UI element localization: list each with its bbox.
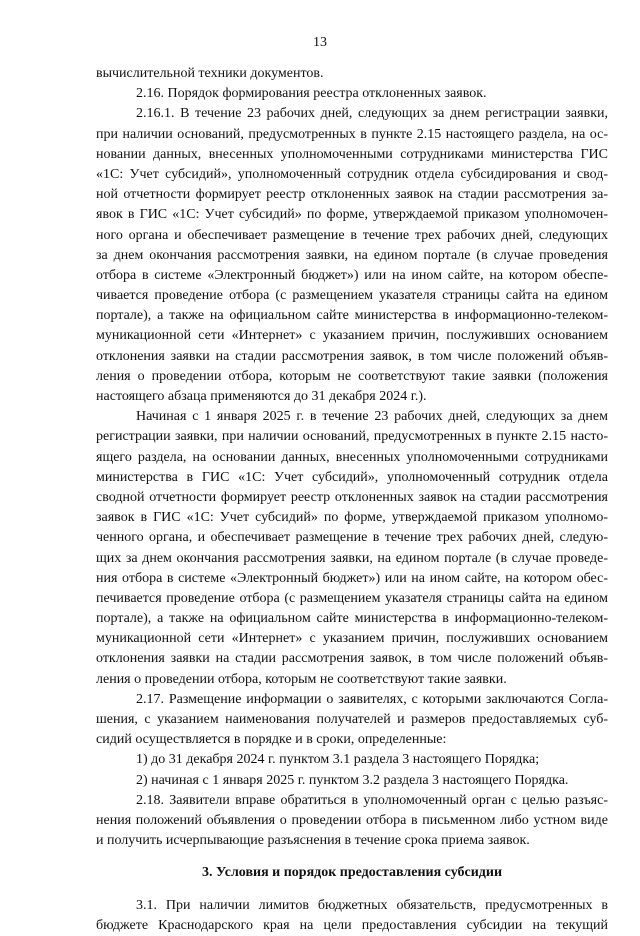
text-line: 2.17. Размещение информации о заявителях, с которыми заключаются Согла-	[136, 691, 608, 707]
text-line: ного органа и обеспечивает размещение в течение трех рабочих дней, следующих	[96, 227, 608, 243]
text-line: заявок в ГИС «1С: Учет субсидий» по форме, утверждаемой приказом уполномо-	[96, 510, 608, 526]
text-line: отбора в системе «Электронный бюджет») или на ином сайте, на котором обеспе-	[96, 267, 608, 283]
text-line: ной отчетности формирует реестр отклоненных заявок на стадии рассмотрения за-	[96, 187, 608, 203]
text-line: портале), а также на официальном сайте министерства в информационно-телеком-	[96, 611, 608, 627]
text-line: отклонения заявки на стадии рассмотрения заявок, в том числе положений объяв-	[96, 651, 608, 667]
text-line: бюджете Краснодарского края на цели предоставления субсидии на текущий	[96, 917, 608, 933]
text-line: 3.1. При наличии лимитов бюджетных обязательств, предусмотренных в	[136, 897, 608, 913]
text-line: муникационной сети «Интернет» с указанием причин, послуживших основанием	[96, 328, 608, 344]
text-line: новании данных, внесенных уполномоченными сотрудниками министерства ГИС	[96, 146, 608, 162]
text-line: ящего раздела, на основании данных, внесенных уполномоченными сотрудниками	[96, 449, 608, 465]
text-line: регистрации заявки, при наличии оснований, предусмотренных в пункте 2.15 насто-	[96, 429, 608, 445]
text-line: за днем окончания рассмотрения заявки, на едином портале (в случае проведения	[96, 247, 608, 263]
text-line: ния отбора в системе «Электронный бюджет») или на ином сайте, на котором обес-	[96, 570, 608, 586]
text-line: и получить исчерпывающие разъяснения в течение срока приема заявок.	[96, 833, 530, 849]
text-line: 2.16. Порядок формирования реестра отклоненных заявок.	[136, 86, 487, 102]
text-line: явок в ГИС «1С: Учет субсидий» по форме, утверждаемой приказом уполномочен-	[96, 207, 608, 223]
text-line: ления о проведении отбора, которым не соответствуют такие заявки.	[96, 671, 507, 687]
text-line: шения, с указанием наименования получателей и размеров предоставляемых суб-	[96, 712, 608, 727]
text-line: ченного органа, и обеспечивает размещение в течение трех рабочих дней, следую-	[96, 530, 608, 546]
text-line: настоящего абзаца применяются до 31 декабря 2024 г.).	[96, 389, 427, 404]
text-line: Начиная с 1 января 2025 г. в течение 23 рабочих дней, следующих за днем	[136, 409, 608, 425]
text-line: министерства в ГИС «1С: Учет субсидий», уполномоченный сотрудник отдела	[96, 469, 608, 485]
text-line: печивается проведение отбора (с размещением указателя страницы сайта на едином	[96, 590, 608, 606]
text-line: чивается проведение отбора (с размещением указателя страницы сайта на едином	[96, 288, 608, 304]
text-line: 2.18. Заявители вправе обратиться в уполномоченный орган с целью разъяс-	[136, 792, 608, 808]
text-line: нения положений объявления о проведении отбора в письменном либо устном виде	[96, 812, 608, 828]
text-line: сводной отчетности формирует реестр отклоненных заявок на стадии рассмотрения	[96, 489, 608, 505]
text-line: портале), а также на официальном сайте министерства в информационно-телеком-	[96, 308, 608, 324]
text-line: сидий осуществляется в порядке и в сроки, определенные:	[96, 732, 447, 748]
text-line: щих за днем окончания рассмотрения заявки, на едином портале (в случае проведе-	[96, 550, 608, 566]
text-line: «1С: Учет субсидий», уполномоченный сотрудник отдела субсидирования и свод-	[96, 166, 608, 182]
text-line: муникационной сети «Интернет» с указанием причин, послуживших основанием	[96, 631, 608, 647]
document-body	[96, 64, 608, 936]
text-line: вычислительной техники документов.	[96, 66, 324, 81]
page-number: 13	[313, 35, 327, 50]
text-line: отклонения заявки на стадии рассмотрения заявок, в том числе положений объяв-	[96, 348, 608, 364]
text-line: 2.16.1. В течение 23 рабочих дней, следующих за днем регистрации заявки,	[136, 106, 608, 122]
text-line: 2) начиная с 1 января 2025 г. пунктом 3.2 раздела 3 настоящего Порядка.	[136, 772, 569, 788]
text-line: при наличии оснований, предусмотренных в пункте 2.15 настоящего раздела, на ос-	[96, 126, 608, 142]
text-line: ления о проведении отбора, которым не соответствуют такие заявки (положения	[96, 368, 608, 384]
section-heading: 3. Условия и порядок предоставления субсидии	[201, 865, 503, 881]
text-line: 1) до 31 декабря 2024 г. пунктом 3.1 раздела 3 настоящего Порядка;	[136, 752, 540, 768]
